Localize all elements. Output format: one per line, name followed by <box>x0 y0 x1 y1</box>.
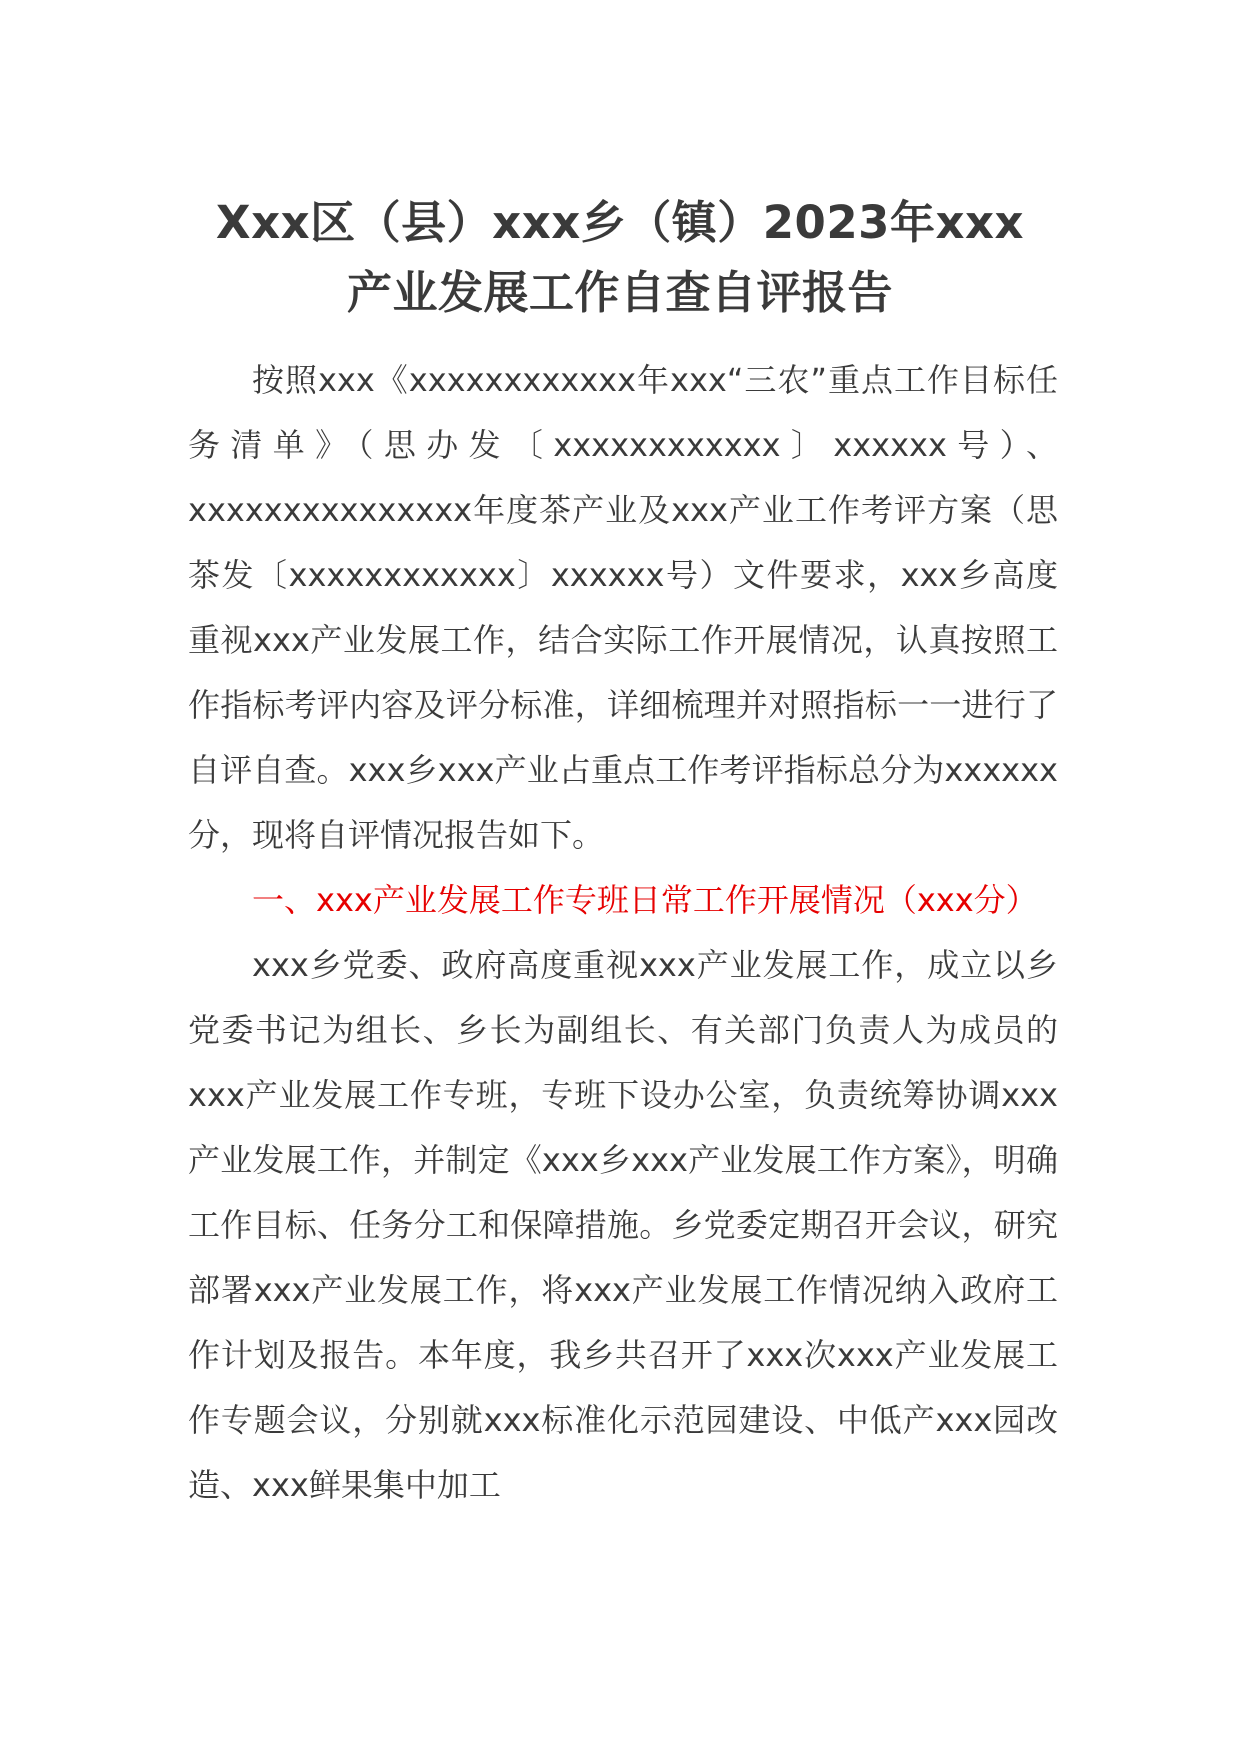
intro-paragraph: 按照xxx《xxxxxxxxxxxx年xxx“三农”重点工作目标任务清单》（思办发〔xxxxxxxxxxxx〕xxxxxx号）、xxxxxxxxxxxxxxx年度茶产业及xxx产业工作考评方案（思茶发〔xxxxxxxxxxxx〕xxxxxx号）文件要求，xxx乡高度重视xxx产业发展工作，结合实际工作开展情况，认真按照工作指标考评内容及评分标准，详细梳理并对照指标一一进行了自评自查。xxx乡xxx产业占重点工作考评指标总分为xxxxxx分，现将自评情况报告如下。 <box>188 361 1058 854</box>
title-line-2: 产业发展工作自查自评报告 <box>346 266 893 319</box>
document-body <box>188 348 1058 1518</box>
section-heading-1: 一、xxx产业发展工作专班日常工作开展情况（xxx分） <box>252 881 1038 919</box>
title-line-1: Xxx区（县）xxx乡（镇）2023年xxx <box>215 196 1025 249</box>
section-1-paragraph: xxx乡党委、政府高度重视xxx产业发展工作，成立以乡党委书记为组长、乡长为副组长、有关部门负责人为成员的xxx产业发展工作专班，专班下设办公室，负责统筹协调xxx产业发展工作，并制定《xxx乡xxx产业发展工作方案》，明确工作目标、任务分工和保障措施。乡党委定期召开会议，研究部署xxx产业发展工作，将xxx产业发展工作情况纳入政府工作计划及报告。本年度，我乡共召开了xxx次xxx产业发展工作专题会议，分别就xxx标准化示范园建设、中低产xxx园改造、xxx鲜果集中加工 <box>188 946 1058 1504</box>
document-title <box>150 188 1090 328</box>
